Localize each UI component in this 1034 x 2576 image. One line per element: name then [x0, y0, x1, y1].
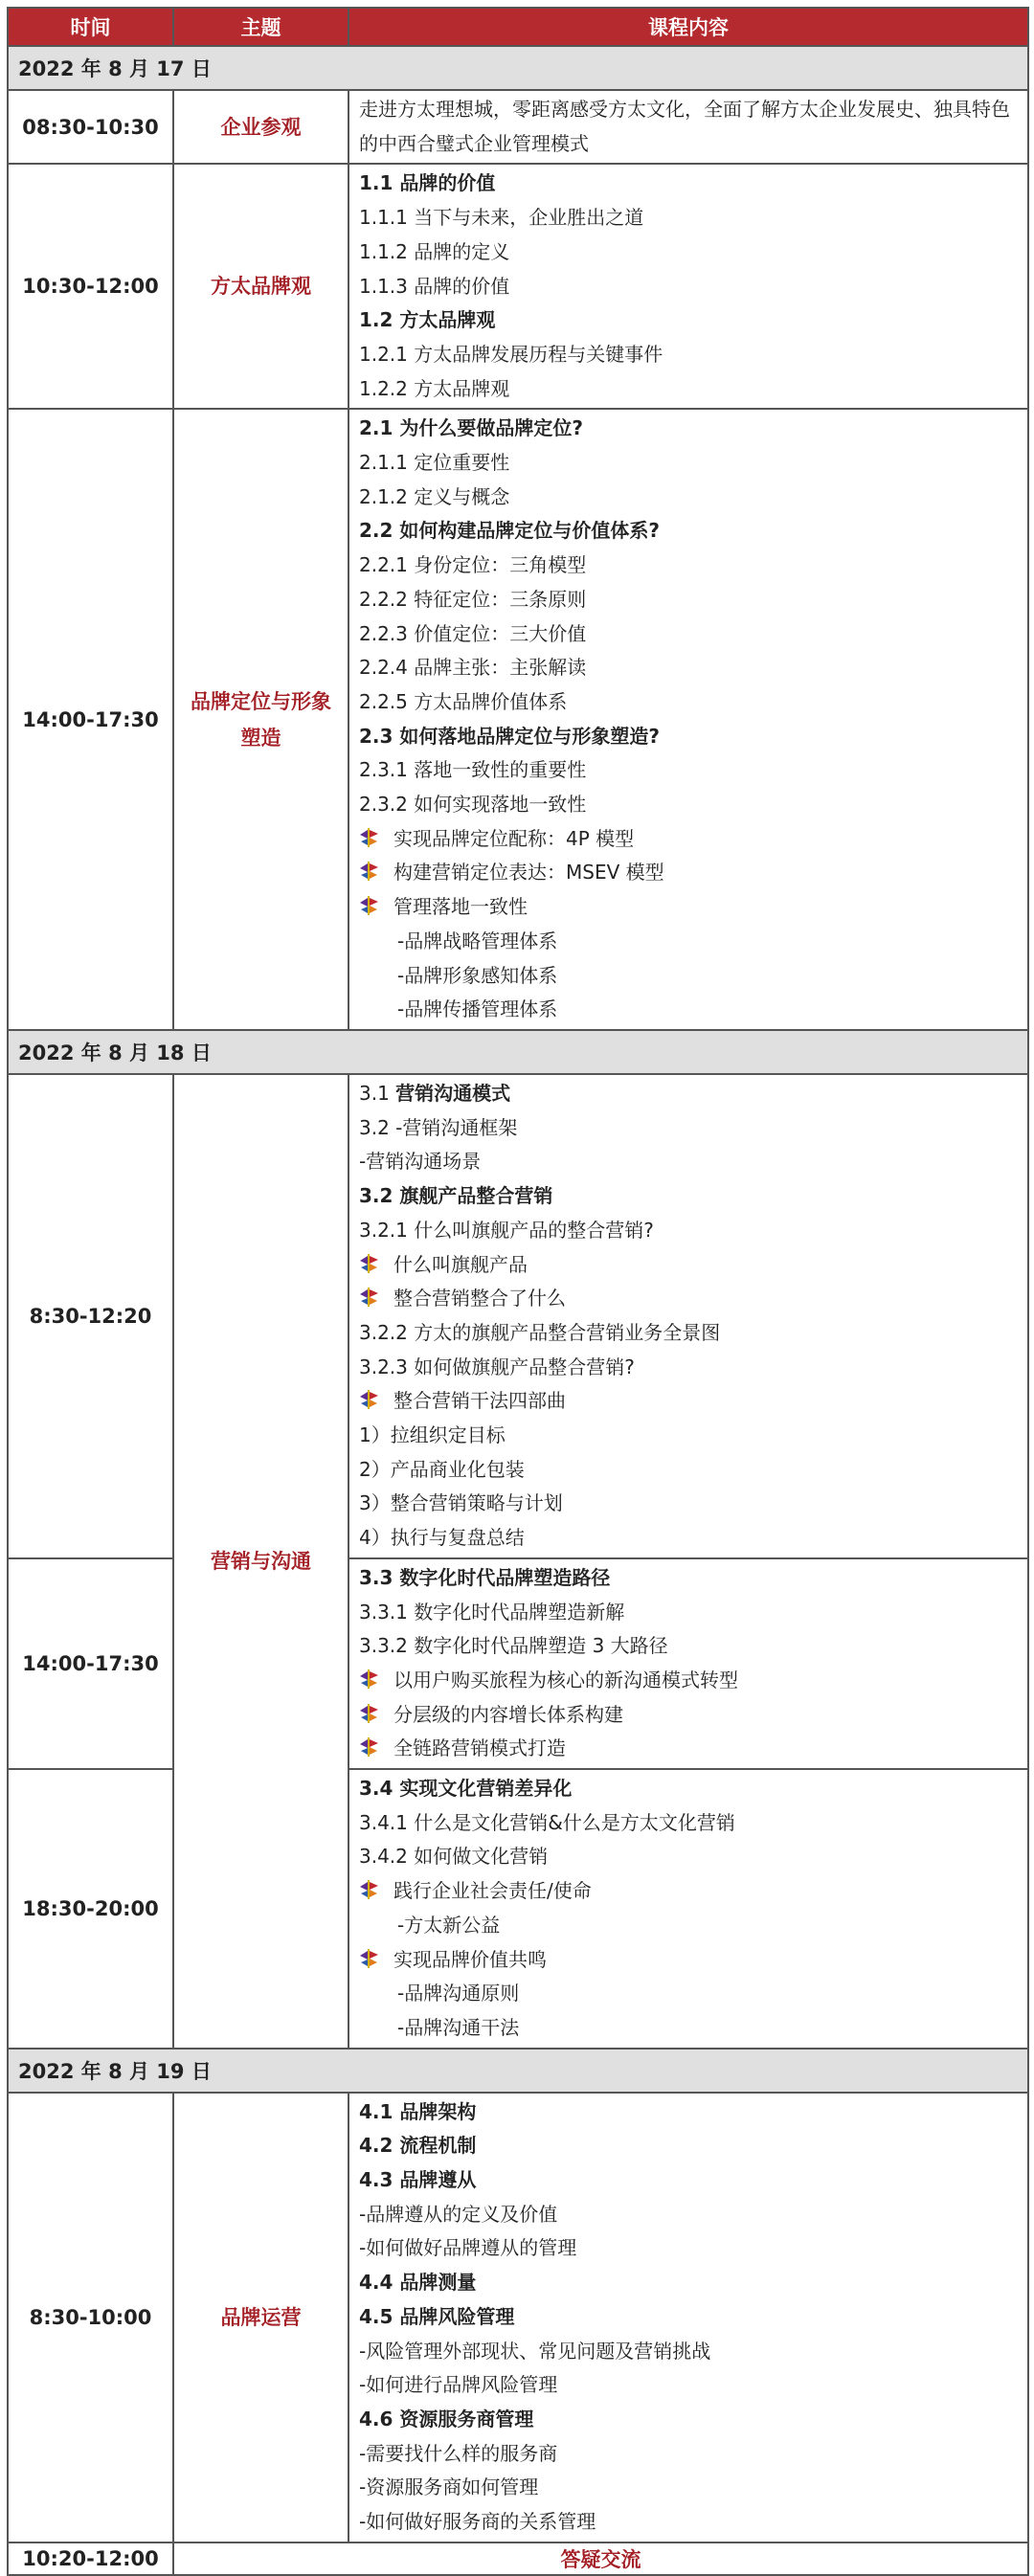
date-row	[8, 1030, 1028, 1074]
session-row	[8, 1074, 1028, 1558]
content-line	[359, 1732, 1018, 1766]
content-line	[359, 1384, 1018, 1419]
content-line: -如何做好品牌遵从的管理	[359, 2236, 577, 2260]
session-time: 10:30-12:00	[8, 164, 173, 409]
session-row	[8, 2542, 1028, 2575]
content-line: -品牌传播管理体系	[397, 997, 558, 1021]
content-line: 2.1 为什么要做品牌定位?	[359, 416, 583, 440]
content-line: 4.1 品牌架构	[359, 2099, 477, 2123]
content-line: 3）整合营销策略与计划	[359, 1491, 563, 1515]
content-line: 3.2.3 如何做旗舰产品整合营销?	[359, 1355, 635, 1378]
header-time: 时间	[8, 8, 173, 46]
session-content	[348, 1558, 1028, 1769]
session-row	[8, 164, 1028, 409]
date-row	[8, 2049, 1028, 2093]
content-line	[359, 1698, 1018, 1733]
session-row	[8, 409, 1028, 1030]
line-heading: 营销沟通模式	[395, 1081, 511, 1105]
bullet-flag-icon	[359, 1877, 380, 1898]
content-line: -风险管理外部现状、常见问题及营销挑战	[359, 2339, 711, 2363]
bullet-flag-icon	[359, 1667, 380, 1688]
session-row	[8, 1558, 1028, 1769]
session-time: 08:30-10:30	[8, 90, 173, 164]
content-line: -品牌形象感知体系	[397, 963, 558, 987]
content-line: 3.2 旗舰产品整合营销	[359, 1184, 553, 1208]
bullet-text: 实现品牌价值共鸣	[393, 1947, 547, 1971]
content-line: 2.3 如何落地品牌定位与形象塑造?	[359, 724, 660, 748]
bullet-flag-icon	[359, 1946, 380, 1967]
content-line: 2.2.2 特征定位：三条原则	[359, 587, 587, 611]
session-row	[8, 2093, 1028, 2542]
date-label: 2022 年 8 月 19 日	[8, 2049, 1028, 2093]
content-line: 2.2.1 身份定位：三角模型	[359, 553, 587, 577]
content-line: -方太新公益	[397, 1913, 501, 1937]
bullet-flag-icon	[359, 893, 380, 914]
bullet-text: 以用户购买旅程为核心的新沟通模式转型	[393, 1668, 738, 1691]
bullet-text: 管理落地一致性	[393, 895, 528, 919]
content-line: 3.4.2 如何做文化营销	[359, 1845, 549, 1869]
bullet-text: 实现品牌定位配称：4P 模型	[393, 826, 635, 850]
content-line: 4.4 品牌测量	[359, 2271, 477, 2295]
course-schedule-table	[7, 7, 1029, 2576]
header-content: 课程内容	[348, 8, 1028, 46]
content-line	[359, 1874, 1018, 1909]
date-row	[8, 46, 1028, 90]
content-line: 3.4.1 什么是文化营销&什么是方太文化营销	[359, 1810, 735, 1834]
content-line: 2.2.5 方太品牌价值体系	[359, 689, 568, 713]
content-line: -如何做好服务商的关系管理	[359, 2510, 596, 2534]
content-line: 1.2.2 方太品牌观	[359, 376, 510, 400]
date-label: 2022 年 8 月 18 日	[8, 1030, 1028, 1074]
content-line: 2）产品商业化包装	[359, 1457, 525, 1481]
header-topic: 主题	[173, 8, 348, 46]
content-line	[359, 1943, 1018, 1978]
content-line	[359, 856, 1018, 890]
content-line: -品牌遵从的定义及价值	[359, 2202, 558, 2226]
content-line: 4.2 流程机制	[359, 2134, 477, 2158]
session-row	[8, 90, 1028, 164]
bullet-flag-icon	[359, 1701, 380, 1722]
bullet-text: 构建营销定位表达：MSEV 模型	[393, 861, 664, 885]
content-line: 3.3 数字化时代品牌塑造路径	[359, 1565, 611, 1589]
session-topic: 企业参观	[173, 90, 348, 164]
bullet-text: 什么叫旗舰产品	[393, 1252, 528, 1276]
session-time: 14:00-17:30	[8, 409, 173, 1030]
content-line: 3.4 实现文化营销差异化	[359, 1777, 573, 1801]
content-line: -资源服务商如何管理	[359, 2475, 539, 2499]
content-line: 2.2.3 价值定位：三大价值	[359, 621, 587, 645]
session-time: 10:20-12:00	[8, 2542, 173, 2575]
content-line: 4）执行与复盘总结	[359, 1526, 525, 1550]
content-line: -营销沟通场景	[359, 1150, 482, 1174]
bullet-text: 分层级的内容增长体系构建	[393, 1702, 623, 1726]
content-line: 3.2.1 什么叫旗舰产品的整合营销?	[359, 1218, 654, 1242]
date-label: 2022 年 8 月 17 日	[8, 46, 1028, 90]
bullet-flag-icon	[359, 1285, 380, 1306]
session-content	[348, 1074, 1028, 1558]
content-line	[359, 1248, 1018, 1283]
content-line	[359, 1664, 1018, 1698]
line-number: 3.1	[359, 1081, 396, 1105]
content-line: -品牌沟通干法	[397, 2015, 520, 2039]
session-content	[348, 409, 1028, 1030]
session-topic: 品牌定位与形象塑造	[173, 409, 348, 1030]
content-line: -品牌战略管理体系	[397, 929, 558, 952]
content-line: 3.3.1 数字化时代品牌塑造新解	[359, 1600, 625, 1624]
bullet-text: 全链路营销模式打造	[393, 1736, 566, 1760]
qa-session-label: 答疑交流	[173, 2542, 1028, 2575]
content-line: 2.1.1 定位重要性	[359, 451, 510, 475]
content-line: 1）拉组织定目标	[359, 1423, 506, 1447]
content-line: 3.2 -营销沟通框架	[359, 1115, 518, 1139]
content-line: 3.2.2 方太的旗舰产品整合营销业务全景图	[359, 1320, 721, 1344]
bullet-flag-icon	[359, 859, 380, 880]
session-time: 8:30-10:00	[8, 2093, 173, 2542]
session-content	[348, 1769, 1028, 2049]
session-content	[348, 164, 1028, 409]
content-line	[359, 1077, 1018, 1111]
bullet-text: 践行企业社会责任/使命	[393, 1879, 592, 1903]
content-line: 4.6 资源服务商管理	[359, 2408, 534, 2430]
content-line: 1.1.3 品牌的价值	[359, 274, 510, 298]
content-line: 2.2 如何构建品牌定位与价值体系?	[359, 519, 660, 543]
bullet-flag-icon	[359, 1735, 380, 1756]
bullet-text: 整合营销整合了什么	[393, 1287, 566, 1310]
bullet-flag-icon	[359, 1251, 380, 1272]
session-time: 14:00-17:30	[8, 1558, 173, 1769]
content-line: 1.1.2 品牌的定义	[359, 239, 510, 263]
session-content	[348, 90, 1028, 164]
content-line: 4.3 品牌遵从	[359, 2168, 477, 2192]
content-line: 1.1 品牌的价值	[359, 171, 496, 195]
session-topic: 品牌运营	[173, 2093, 348, 2542]
content-line: 走进方太理想城，零距离感受方太文化，全面了解方太企业发展史、独具特色的中西合璧式企业管理模式	[359, 98, 1010, 155]
content-line: 2.1.2 定义与概念	[359, 484, 510, 508]
session-time: 18:30-20:00	[8, 1769, 173, 2049]
bullet-flag-icon	[359, 1387, 380, 1408]
bullet-flag-icon	[359, 825, 380, 846]
content-line: 1.2.1 方太品牌发展历程与关键事件	[359, 342, 663, 366]
bullet-text: 整合营销干法四部曲	[393, 1389, 566, 1413]
content-line: 2.2.4 品牌主张：主张解读	[359, 656, 587, 680]
content-line	[359, 1282, 1018, 1316]
content-line: 1.1.1 当下与未来，企业胜出之道	[359, 206, 644, 230]
session-topic: 营销与沟通	[173, 1074, 348, 2049]
content-line: 1.2 方太品牌观	[359, 308, 496, 332]
content-line: 4.5 品牌风险管理	[359, 2304, 515, 2328]
session-row	[8, 1769, 1028, 2049]
session-content	[348, 2093, 1028, 2542]
content-line: -如何进行品牌风险管理	[359, 2373, 558, 2397]
session-topic: 方太品牌观	[173, 164, 348, 409]
content-line: 2.3.1 落地一致性的重要性	[359, 758, 587, 782]
content-line: 2.3.2 如何实现落地一致性	[359, 793, 587, 817]
session-time: 8:30-12:20	[8, 1074, 173, 1558]
content-line: -需要找什么样的服务商	[359, 2441, 558, 2465]
content-line: 3.3.2 数字化时代品牌塑造 3 大路径	[359, 1634, 668, 1658]
content-line	[359, 890, 1018, 925]
content-line	[359, 822, 1018, 857]
header-row	[8, 8, 1028, 46]
content-line: -品牌沟通原则	[397, 1982, 520, 2005]
